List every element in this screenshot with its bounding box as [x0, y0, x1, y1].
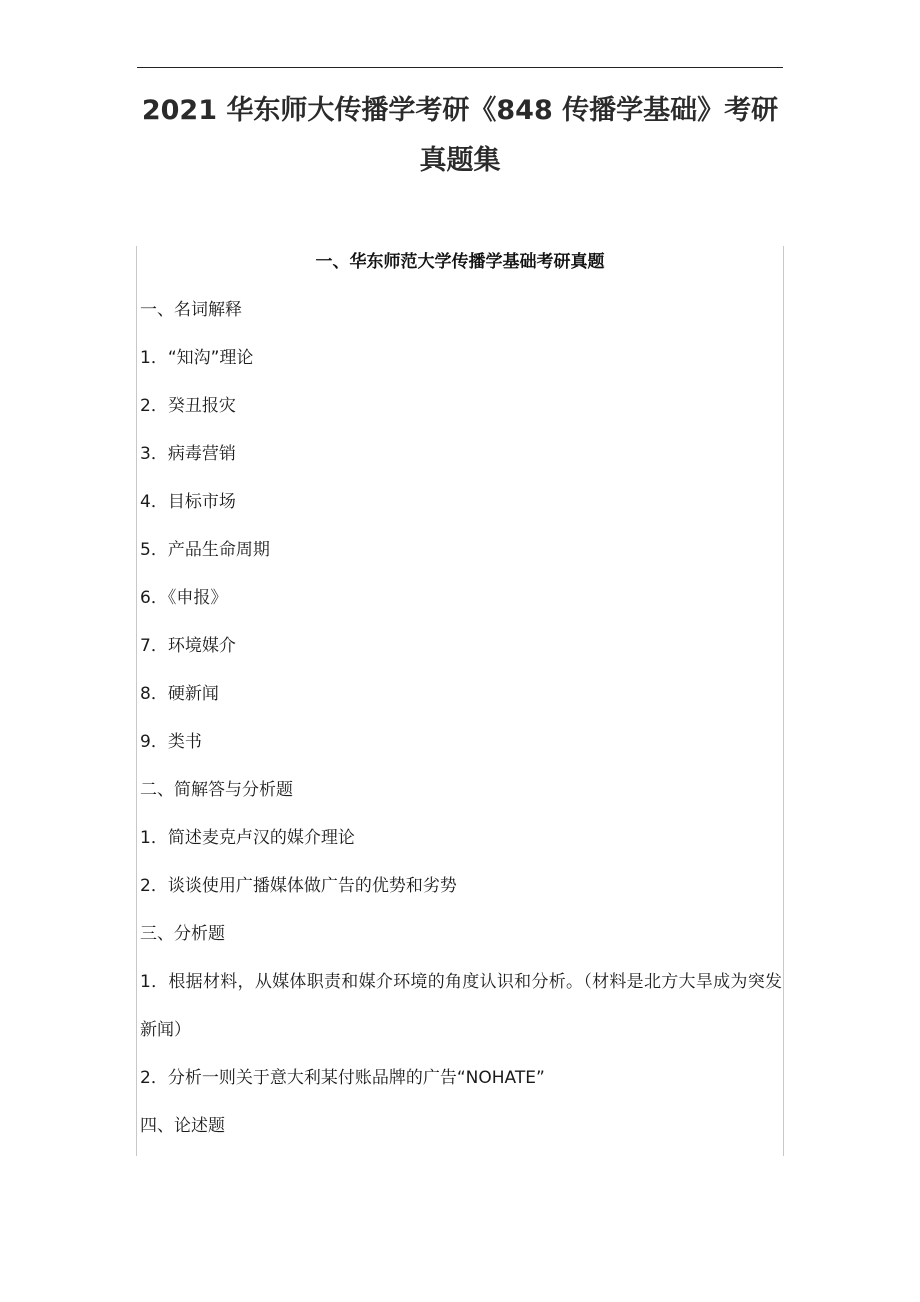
question-item: 7．环境媒介	[140, 636, 236, 656]
category-heading: 三、分析题	[140, 924, 225, 944]
question-item: 2．谈谈使用广播媒体做广告的优势和劣势	[140, 876, 457, 896]
question-item: 4．目标市场	[140, 492, 236, 512]
question-item: 5．产品生命周期	[140, 540, 270, 560]
question-item: 1．根据材料，从媒体职责和媒介环境的角度认识和分析。（材料是北方大旱成为突发新闻）	[140, 972, 782, 1040]
category-heading: 一、名词解释	[140, 300, 242, 320]
section-heading: 一、华东师范大学传播学基础考研真题	[315, 252, 605, 272]
document-title: 2021 华东师大传播学考研《848 传播学基础》考研真题集	[141, 95, 779, 176]
question-item: 1．简述麦克卢汉的媒介理论	[140, 828, 355, 848]
question-item: 9．类书	[140, 732, 202, 752]
category-heading: 二、简解答与分析题	[140, 780, 293, 800]
question-table	[136, 246, 784, 1156]
question-item: 2．癸丑报灾	[140, 396, 236, 416]
category-heading: 四、论述题	[140, 1116, 225, 1136]
question-item: 3．病毒营销	[140, 444, 236, 464]
question-item: 6．《申报》	[140, 588, 228, 608]
question-item: 1．“知沟”理论	[140, 348, 254, 368]
question-item: 2．分析一则关于意大利某付账品牌的广告“NOHATE”	[140, 1068, 545, 1088]
question-list	[140, 298, 782, 1162]
header-rule	[137, 67, 783, 68]
question-item: 8．硬新闻	[140, 684, 219, 704]
